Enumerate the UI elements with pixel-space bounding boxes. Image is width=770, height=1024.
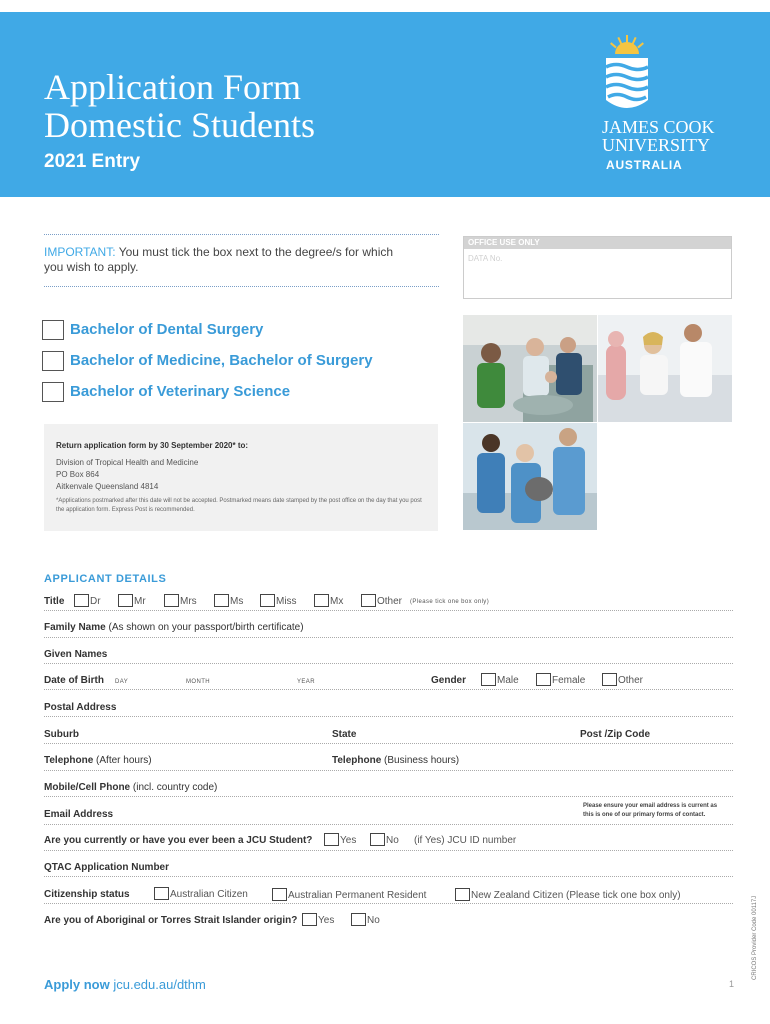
title-checkbox-mr[interactable] bbox=[118, 594, 133, 607]
email-label: Email Address bbox=[44, 809, 114, 820]
applicant-details-heading: APPLICANT DETAILS bbox=[44, 573, 167, 585]
title-checkbox-dr[interactable] bbox=[74, 594, 89, 607]
indigenous-checkbox-no[interactable] bbox=[351, 913, 366, 926]
title-option-mrs: Mrs bbox=[180, 596, 197, 607]
dob-day-label: DAY bbox=[115, 679, 129, 685]
title-option-mr: Mr bbox=[134, 596, 146, 607]
telephone-after-hours-label: Telephone (After hours) bbox=[44, 755, 152, 766]
logo-name-line1: JAMES COOK bbox=[602, 117, 715, 137]
suburb-label: Suburb bbox=[44, 729, 79, 740]
indigenous-option-no: No bbox=[367, 915, 380, 926]
mobile-field[interactable] bbox=[44, 796, 733, 797]
gender-checkbox-female[interactable] bbox=[536, 673, 551, 686]
sun-waves-logo-icon bbox=[604, 34, 650, 114]
title-option-ms: Ms bbox=[230, 596, 244, 607]
title-checkbox-other[interactable] bbox=[361, 594, 376, 607]
indigenous-option-yes: Yes bbox=[318, 915, 335, 926]
postal-address-field[interactable] bbox=[44, 716, 733, 717]
veterinary-photo bbox=[463, 423, 597, 530]
important-prefix: IMPORTANT: bbox=[44, 245, 116, 259]
entry-year: 2021 Entry bbox=[44, 151, 141, 172]
jcu-student-option-no: No bbox=[386, 835, 399, 846]
return-address-line: PO Box 864 bbox=[56, 470, 100, 479]
citizenship-option-permanent-resident: Australian Permanent Resident bbox=[288, 890, 427, 901]
citizenship-checkbox-nz[interactable] bbox=[455, 888, 470, 901]
jcu-id-field[interactable] bbox=[44, 850, 733, 851]
office-use-box bbox=[463, 236, 732, 299]
degree-checkbox-dental[interactable] bbox=[42, 320, 64, 340]
telephone-field[interactable] bbox=[44, 770, 733, 771]
field-line bbox=[44, 689, 733, 690]
title-checkbox-mx[interactable] bbox=[314, 594, 329, 607]
cricos-code: CRICOS Provider Code 00117J bbox=[752, 895, 758, 980]
logo-country: AUSTRALIA bbox=[606, 158, 683, 172]
email-field[interactable] bbox=[44, 824, 733, 825]
address-line-field[interactable] bbox=[44, 743, 733, 744]
family-name-label: Family Name (As shown on your passport/birth certificate) bbox=[44, 622, 304, 633]
dob-label: Date of Birth bbox=[44, 675, 104, 686]
title-option-mx: Mx bbox=[330, 596, 344, 607]
family-name-field[interactable] bbox=[44, 637, 733, 638]
logo-name-line2: UNIVERSITY bbox=[602, 135, 710, 155]
apply-now-link[interactable]: Apply now jcu.edu.au/dthm bbox=[44, 977, 206, 992]
office-use-title: OFFICE USE ONLY bbox=[464, 237, 731, 249]
state-label: State bbox=[332, 729, 357, 740]
medical-training-photo bbox=[598, 315, 732, 422]
form-title-line2: Domestic Students bbox=[44, 105, 315, 145]
gender-label: Gender bbox=[431, 675, 467, 686]
title-option-miss: Miss bbox=[276, 596, 297, 607]
citizenship-option-australian: Australian Citizen bbox=[170, 889, 248, 900]
gender-option-female: Female bbox=[552, 675, 586, 686]
page-number: 1 bbox=[729, 979, 735, 989]
citizenship-option-nz: New Zealand Citizen (Please tick one box only) bbox=[471, 890, 681, 901]
jcu-student-label: Are you currently or have you ever been a JCU Student? bbox=[44, 835, 313, 846]
return-address-line: Division of Tropical Health and Medicine bbox=[56, 458, 199, 467]
citizenship-checkbox-permanent-resident[interactable] bbox=[272, 888, 287, 901]
dob-year-label: YEAR bbox=[297, 679, 315, 685]
degree-label-medicine: Bachelor of Medicine, Bachelor of Surgery bbox=[70, 352, 373, 369]
divider bbox=[44, 234, 439, 235]
title-checkbox-miss[interactable] bbox=[260, 594, 275, 607]
important-text: You must tick the box next to the degree/s for which you wish to apply. bbox=[44, 245, 394, 274]
postcode-label: Post /Zip Code bbox=[580, 729, 650, 740]
office-data-label: DATA No. bbox=[468, 254, 503, 263]
field-line bbox=[44, 903, 733, 904]
jcu-id-hint: (if Yes) JCU ID number bbox=[414, 835, 517, 846]
mobile-label: Mobile/Cell Phone (incl. country code) bbox=[44, 782, 218, 793]
degree-label-dental: Bachelor of Dental Surgery bbox=[70, 321, 264, 338]
degree-checkbox-veterinary[interactable] bbox=[42, 382, 64, 402]
jcu-student-option-yes: Yes bbox=[340, 835, 357, 846]
title-checkbox-ms[interactable] bbox=[214, 594, 229, 607]
return-note: *Applications postmarked after this date will not be accepted. Postmarked means date stamped by the post office on the day that you post the application form. Express Post is recommended. bbox=[56, 498, 422, 513]
telephone-business-label: Telephone (Business hours) bbox=[332, 755, 460, 766]
indigenous-checkbox-yes[interactable] bbox=[302, 913, 317, 926]
email-note: Please ensure your email address is current as this is one of our primary forms of contact. bbox=[583, 803, 718, 818]
divider bbox=[44, 286, 439, 287]
title-hint: (Please tick one box only) bbox=[410, 599, 490, 605]
dental-clinic-photo bbox=[463, 315, 597, 422]
title-label: Title bbox=[44, 596, 65, 607]
gender-checkbox-other[interactable] bbox=[602, 673, 617, 686]
title-option-other: Other bbox=[377, 596, 403, 607]
degree-label-veterinary: Bachelor of Veterinary Science bbox=[70, 383, 291, 400]
indigenous-label: Are you of Aboriginal or Torres Strait Islander origin? bbox=[44, 915, 298, 926]
given-names-label: Given Names bbox=[44, 649, 108, 660]
given-names-field[interactable] bbox=[44, 663, 733, 664]
citizenship-checkbox-australian[interactable] bbox=[154, 887, 169, 900]
degree-checkbox-medicine[interactable] bbox=[42, 351, 64, 371]
title-checkbox-mrs[interactable] bbox=[164, 594, 179, 607]
citizenship-label: Citizenship status bbox=[44, 889, 130, 900]
gender-option-male: Male bbox=[497, 675, 519, 686]
dob-month-label: MONTH bbox=[186, 679, 210, 685]
return-address-line: Aitkenvale Queensland 4814 bbox=[56, 482, 159, 491]
gender-option-other: Other bbox=[618, 675, 644, 686]
header-banner bbox=[0, 12, 770, 197]
jcu-student-checkbox-no[interactable] bbox=[370, 833, 385, 846]
postal-address-label: Postal Address bbox=[44, 702, 117, 713]
return-heading: Return application form by 30 September 2020* to: bbox=[56, 441, 249, 450]
title-option-dr: Dr bbox=[90, 596, 101, 607]
qtac-field[interactable] bbox=[44, 876, 733, 877]
important-note bbox=[44, 245, 404, 275]
return-info-box bbox=[44, 424, 438, 531]
field-line bbox=[44, 610, 733, 611]
form-title-line1: Application Form bbox=[44, 67, 301, 107]
qtac-label: QTAC Application Number bbox=[44, 862, 169, 873]
jcu-student-checkbox-yes[interactable] bbox=[324, 833, 339, 846]
gender-checkbox-male[interactable] bbox=[481, 673, 496, 686]
